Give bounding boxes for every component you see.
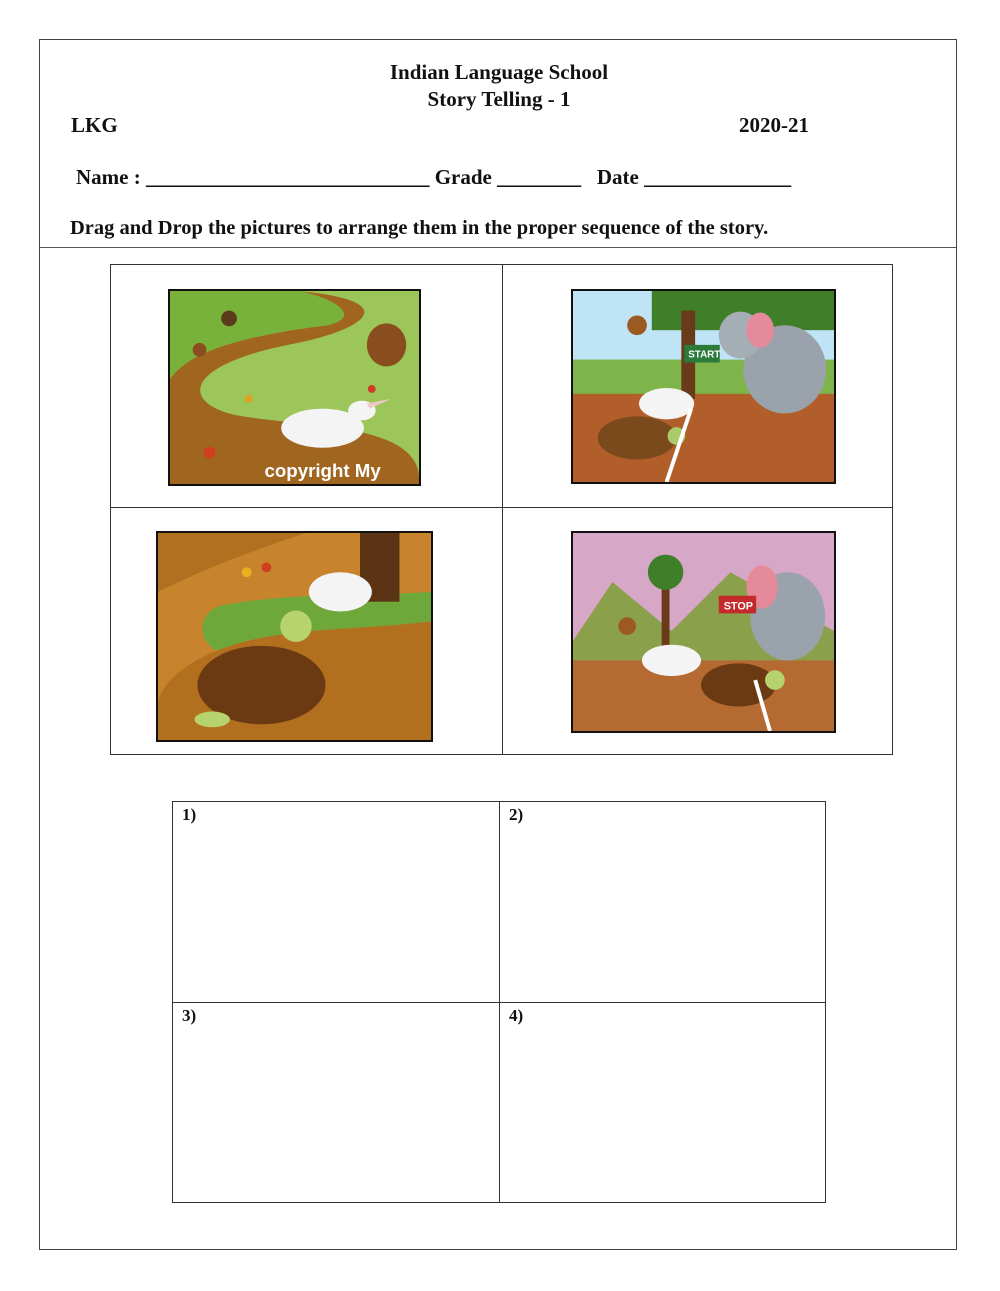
picture-grid [110,264,893,755]
stop-sign: STOP [723,600,753,613]
story-picture-2[interactable] [571,289,836,484]
slot-number: 4) [509,1006,524,1025]
header-divider [40,247,956,248]
answer-drop-table [172,801,826,1203]
worksheet-page [39,39,957,1250]
grid-divider [111,507,892,508]
grid-divider [502,265,503,754]
watermark-text: copyright My [264,460,381,482]
drop-slot-4[interactable] [500,1003,826,1203]
school-name: Indian Language School [389,60,609,84]
drop-slot-2[interactable] [500,802,826,1002]
drop-slot-1[interactable] [173,802,499,1002]
slot-number: 2) [509,805,524,824]
story-picture-3[interactable] [156,531,433,742]
worksheet-title: Story Telling - 1 [427,87,571,111]
instruction-text: Drag and Drop the pictures to arrange them in the proper sequence of the story. [70,217,769,239]
slot-number: 3) [182,1006,197,1025]
story-picture-4[interactable] [571,531,836,733]
slot-number: 1) [182,805,197,824]
class-label: LKG [71,113,118,137]
academic-year: 2020-21 [739,113,809,137]
story-picture-1[interactable] [168,289,421,486]
drop-slot-3[interactable] [173,1003,499,1203]
start-sign: START [688,349,721,361]
student-info-fields: Name : ___________________________ Grade ________ Date ______________ [76,165,792,189]
